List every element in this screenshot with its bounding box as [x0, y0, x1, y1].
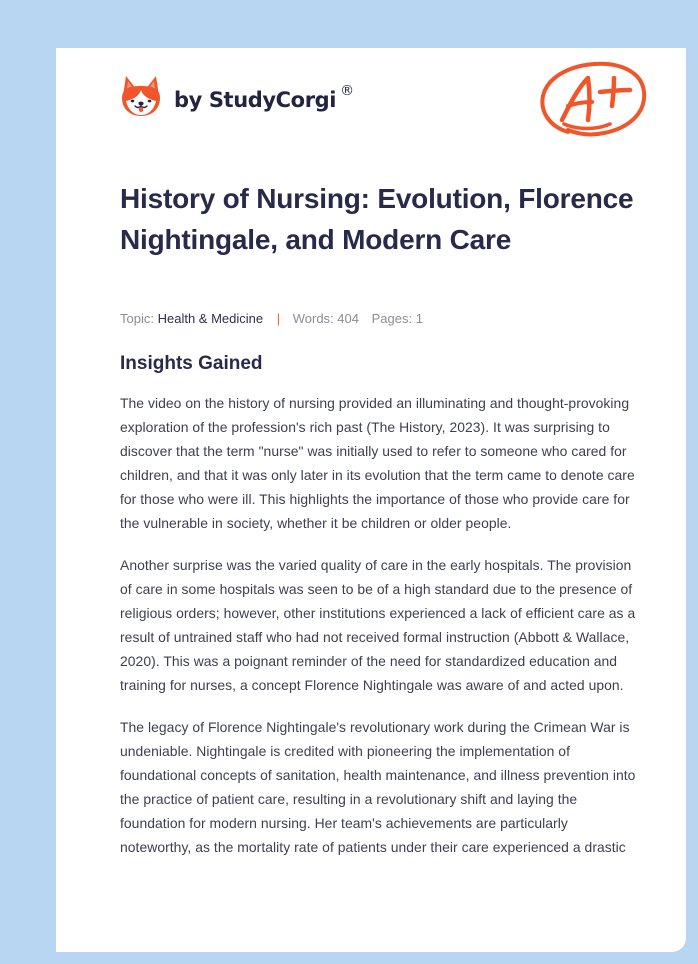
corgi-logo-icon: [120, 74, 162, 120]
brand-text: by StudyCorgi: [174, 88, 337, 112]
page-count: Pages: 1: [371, 311, 423, 326]
paragraph: Another surprise was the varied quality of care in the early hospitals. The provision of care in some hospitals was seen to be of a high standard due to the presence of religious orders; however, other institutions experienced a lack of efficient care as a result of untrained staff who had not received formal instruction (Abbott & Wallace, 2020). This was a poignant reminder of the need for standardized education and training for nurses, a concept Florence Nightingale was aware of and acted upon.: [120, 557, 636, 693]
registered-mark: ®: [340, 83, 354, 99]
a-plus-grade-icon: [538, 58, 650, 140]
document-body: [120, 391, 636, 877]
section-heading: Insights Gained: [120, 353, 263, 374]
brand-header[interactable]: [120, 74, 354, 120]
paragraph: The video on the history of nursing provided an illuminating and thought-provoking exploration of the profession's rich past (The History, 2023). It was surprising to discover that the term "nurse" was initially used to refer to someone who cared for children, and that it was only later in its evolution that the term came to denote care for those who were ill. This highlights the importance of those who provide care for the vulnerable in society, whether it be children or older people.: [120, 395, 635, 531]
topic-label: Topic:: [120, 311, 154, 326]
word-count: Words: 404: [292, 311, 359, 326]
paragraph: The legacy of Florence Nightingale's revolutionary work during the Crimean War is undeniable. Nightingale is credited with pioneering the implementation of foundational concepts of sanitation, health maintenance, and illness prevention into the practice of patient care, resulting in a revolutionary shift and laying the foundation for modern nursing. Her team's achievements are particularly noteworthy, as the mortality rate of patients under their care experienced a drastic: [120, 719, 636, 855]
document-card: [56, 48, 686, 952]
brand-name: [174, 83, 354, 112]
document-title: History of Nursing: Evolution, Florence Nightingale, and Modern Care: [120, 183, 634, 255]
document-meta: [120, 311, 423, 326]
topic-link[interactable]: Health & Medicine: [157, 311, 264, 326]
meta-separator: |: [276, 311, 281, 326]
